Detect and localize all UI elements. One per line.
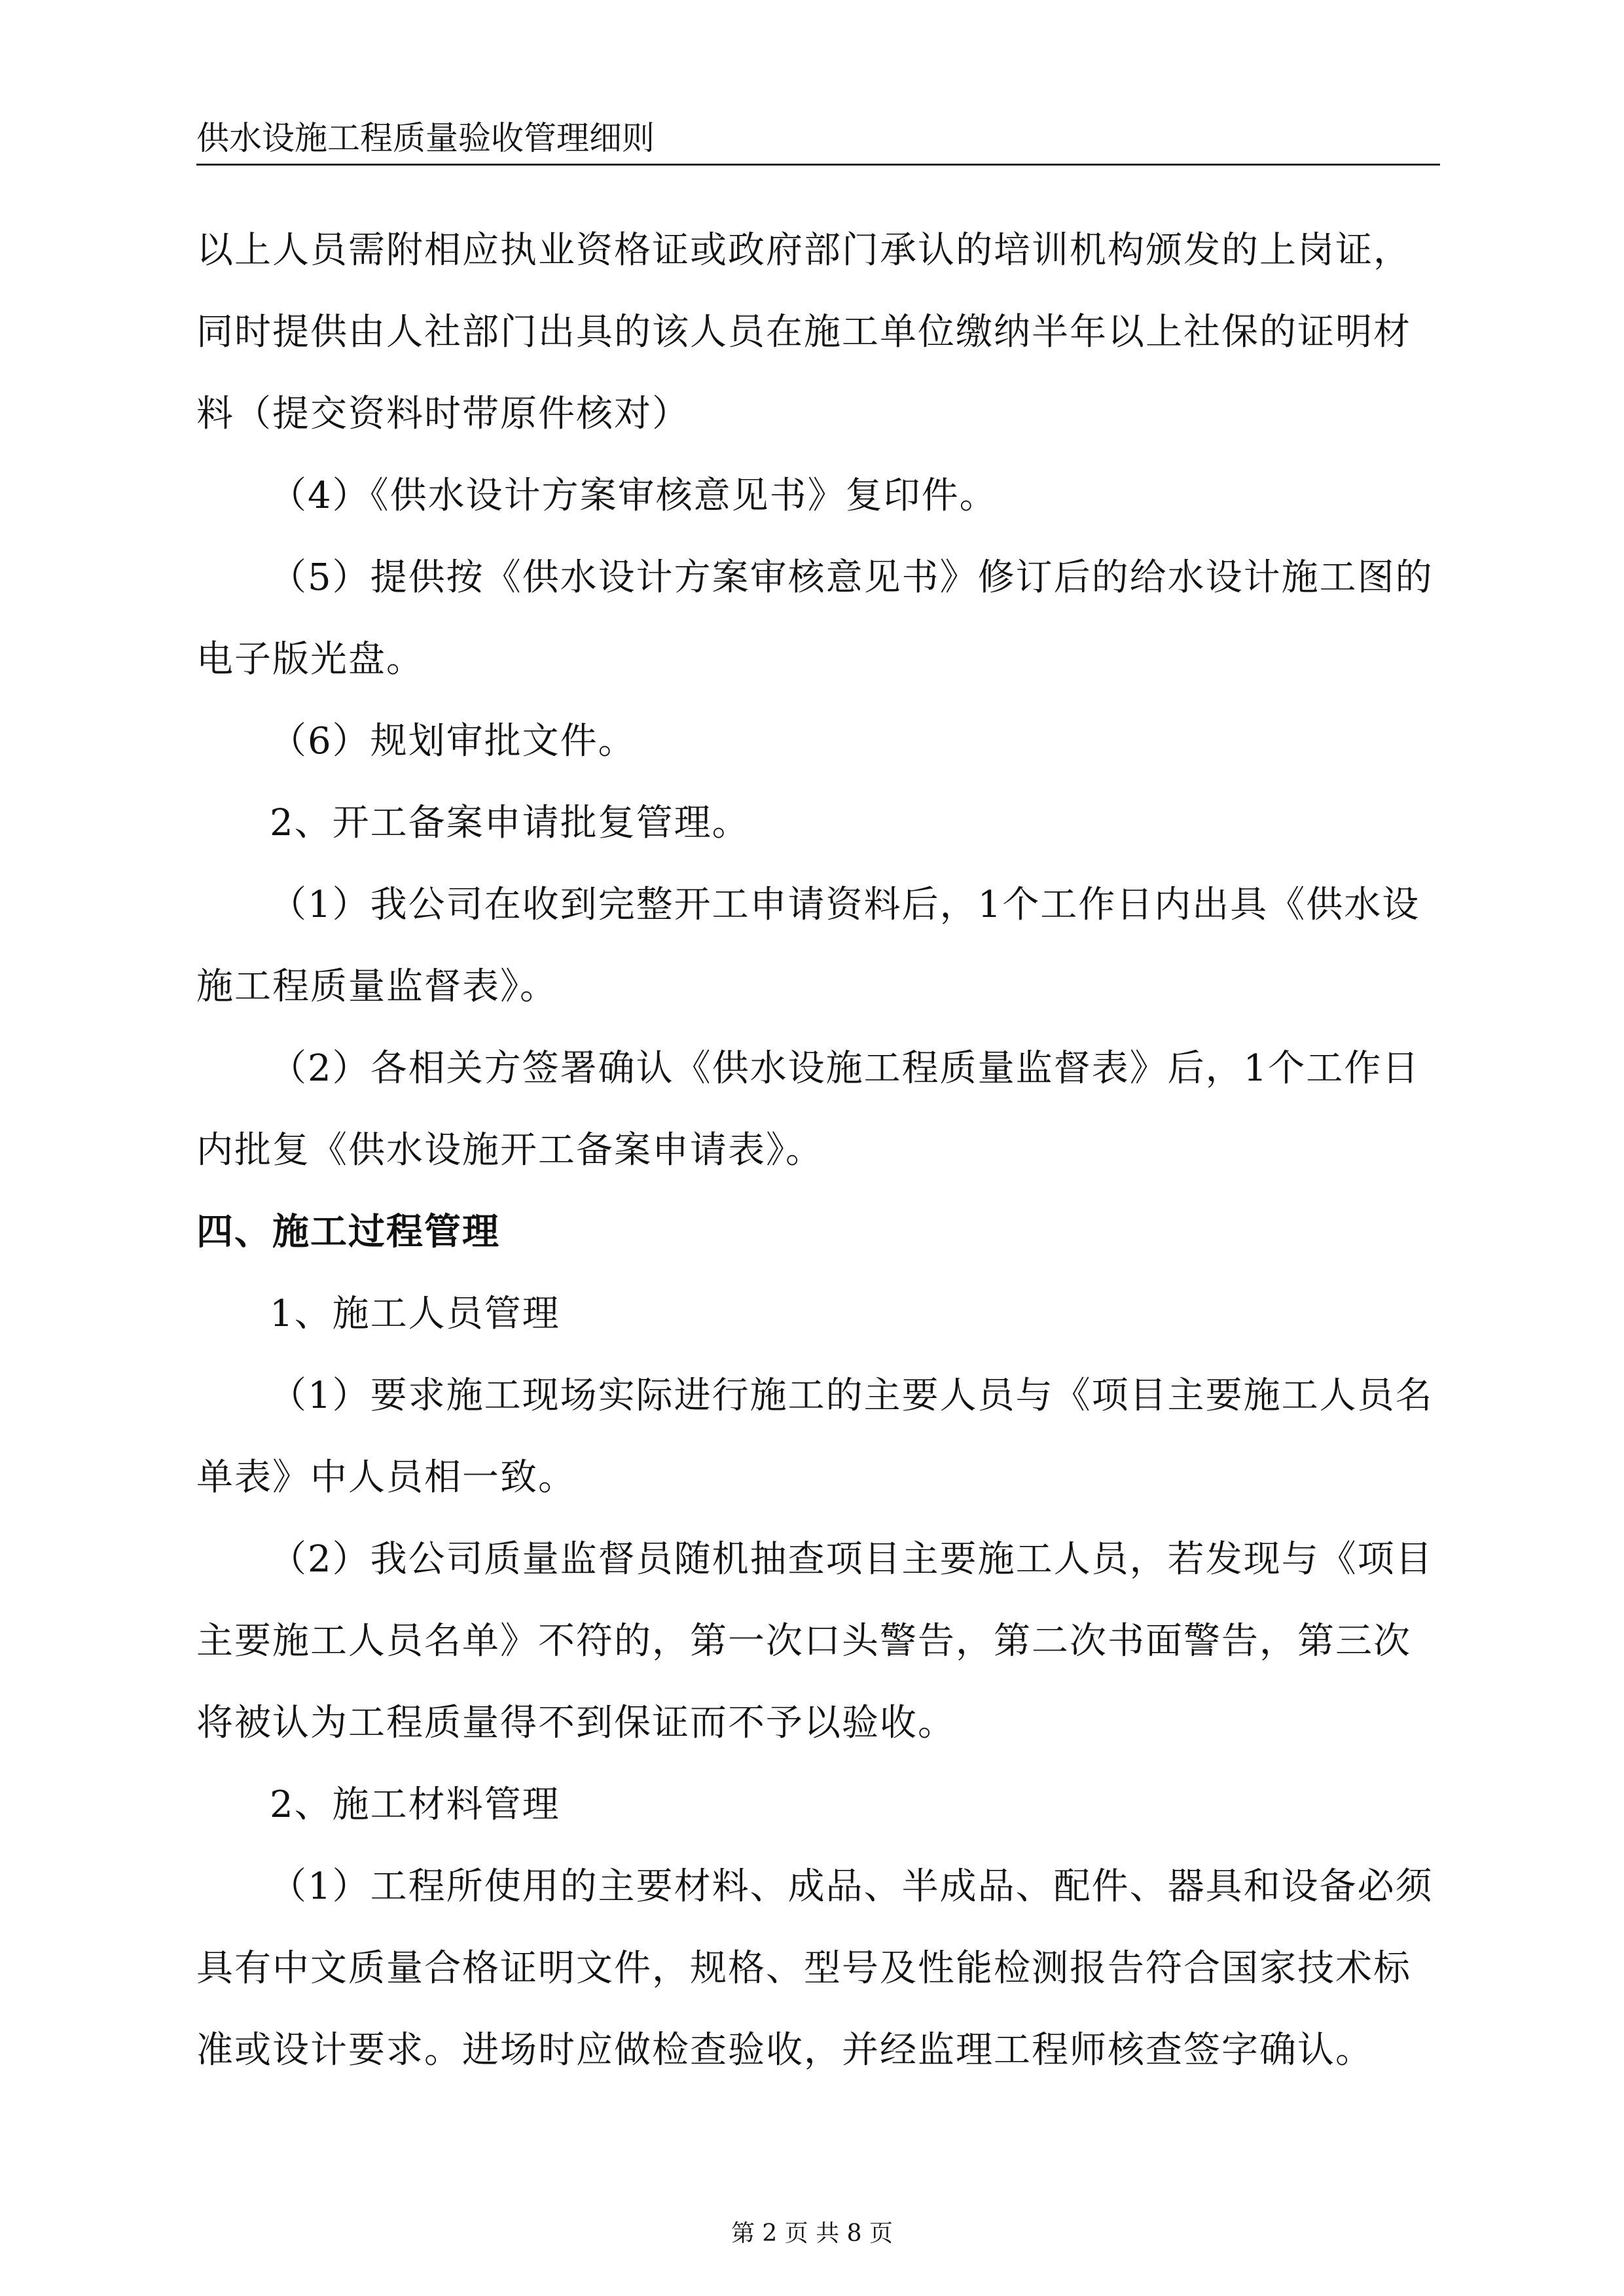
list-item-materials-1: （1）工程所使用的主要材料、成品、半成品、配件、器具和设备必须具有中文质量合格证明文件，规格、型号及性能检测报告符合国家技术标准或设计要求。进场时应做检查验收，并经监理工程师核查签字确认。 xyxy=(196,1865,1434,2072)
subsection-2: 2、开工备案申请批复管理。 xyxy=(270,802,750,844)
list-item-1: （1）我公司在收到完整开工申请资料后，1个工作日内出具《供水设施工程质量监督表》。 xyxy=(196,884,1420,1008)
document-body xyxy=(196,209,1440,2091)
subsection-materials: 2、施工材料管理 xyxy=(270,1784,560,1826)
list-item-2: （2）各相关方签署确认《供水设施工程质量监督表》后，1个工作日内批复《供水设施开工备案申请表》。 xyxy=(196,1047,1420,1172)
subsection-personnel: 1、施工人员管理 xyxy=(270,1293,560,1335)
list-item-personnel-2: （2）我公司质量监督员随机抽查项目主要施工人员，若发现与《项目主要施工人员名单》不符的，第一次口头警告，第二次书面警告，第三次将被认为工程质量得不到保证而不予以验收。 xyxy=(196,1538,1434,1744)
list-item-personnel-1: （1）要求施工现场实际进行施工的主要人员与《项目主要施工人员名单表》中人员相一致。 xyxy=(196,1374,1434,1499)
paragraph-continuation: 以上人员需附相应执业资格证或政府部门承认的培训机构颁发的上岗证，同时提供由人社部门出具的该人员在施工单位缴纳半年以上社保的证明材料（提交资料时带原件核对） xyxy=(196,229,1411,435)
list-item-6: （6）规划审批文件。 xyxy=(270,720,636,762)
page-number-footer: 第 2 页 共 8 页 xyxy=(731,2220,893,2247)
list-item-4: （4）《供水设计方案审核意见书》复印件。 xyxy=(270,475,998,517)
list-item-5: （5）提供按《供水设计方案审核意见书》修订后的给水设计施工图的电子版光盘。 xyxy=(196,556,1434,681)
header-divider xyxy=(196,164,1440,166)
section-heading-4: 四、施工过程管理 xyxy=(196,1211,500,1253)
page-header-title: 供水设施工程质量验收管理细则 xyxy=(196,119,655,157)
